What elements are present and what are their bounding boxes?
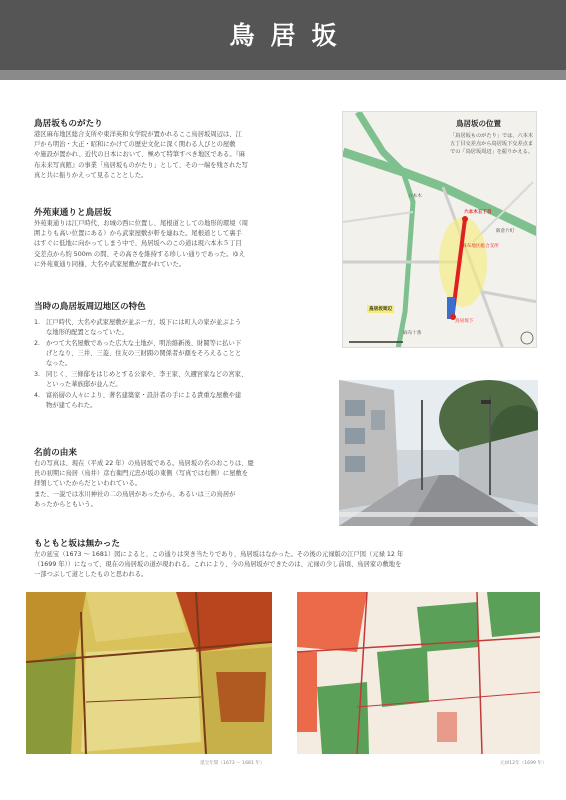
text-line: 長の初期に鳥居（鳥井）彦右衛門元忠が坂の東側（写真では右側）に屋敷を (34, 470, 249, 478)
list-item (34, 370, 320, 390)
text-line: なった。 (46, 360, 72, 368)
text-line: また、一説では氷川神社の二の鳥居があったから、あるいは三の鳥居が (34, 490, 236, 498)
map-label-azabu: 麻布地区総合支所 (462, 244, 499, 249)
street-photo-drawing (339, 380, 538, 526)
section-body-gaien (34, 219, 324, 270)
text-line: （1699 年））になって、現在の鳥居坂の道が現われる。これにより、今の鳥居坂ができたのは、元禄の少し前頃、鳥居家の敷地を (34, 561, 402, 569)
text-line: に外苑東通り同様、大名や武家屋敷が置かれていた。 (34, 260, 186, 268)
text-line: 拝領していたからだといわれている。 (34, 480, 142, 488)
section-heading-gaien: 外苑東通りと鳥居坂 (34, 208, 112, 218)
list-item (34, 391, 320, 411)
map-label-torii-area: 鳥居坂周辺 (369, 307, 392, 312)
list-number: 2. (34, 339, 41, 347)
text-line: な地形的配置となっていた。 (46, 329, 128, 337)
list-item (34, 339, 320, 370)
text-line: 交差点から約 500m の間、その高さを維持する珍しい通りであった。ゆえ (34, 250, 245, 258)
genroku-map-drawing (297, 592, 540, 754)
caption-genroku-map: 元禄12年（1699 年） (500, 761, 547, 766)
map-description: 「鳥居坂ものがたり」では、六本木五丁目交差点から鳥居坂下交差点までの「鳥居坂周辺」を振りかえる。 (450, 133, 534, 155)
section-heading-features: 当時の鳥居坂周辺地区の特色 (34, 302, 146, 312)
text-line: あったからともいう。 (34, 500, 97, 508)
map-label-juban: 麻布十番 (403, 331, 422, 336)
text-line: はすぐに低地に向かってしまう中で、鳥居坂へのこの道は現六本木５丁目 (34, 240, 242, 248)
text-line: 真と共に振りかえって見ることとした。 (34, 171, 148, 179)
text-line: といった華族邸が並んだ。 (46, 381, 122, 389)
banner-band (0, 70, 566, 80)
list-number: 4. (34, 391, 41, 399)
map-title: 鳥居坂の位置 (456, 119, 501, 128)
section-body-origin (34, 459, 326, 510)
features-list (34, 318, 320, 412)
section-heading-no-slope: もともと坂は無かった (34, 539, 120, 549)
enpo-era-map (26, 592, 272, 754)
map-label-roppongi5: 六本木五丁目 (464, 210, 492, 215)
map-label-roppongi: 六本木 (408, 194, 422, 199)
text-line: 右の写真は、現在（平成 22 年）の鳥居坂である。鳥居坂の名のおこりは、慶 (34, 460, 254, 467)
text-line: かつて大名屋敷であった広大な土地が、明治維新後、財閥等に払い下 (46, 339, 242, 347)
text-line: 物が建てられた。 (46, 402, 97, 410)
street-photo (339, 380, 538, 526)
caption-enpo-map: 延宝年間（1673 〜 1681 年） (200, 761, 265, 766)
map-label-toriizakashita: 鳥居坂下 (455, 319, 474, 324)
map-label-iikura: 飯倉片町 (496, 229, 515, 234)
genroku-era-map (297, 592, 540, 754)
section-heading-origin: 名前の由来 (34, 448, 77, 458)
list-number: 1. (34, 319, 41, 326)
text-line: げとなり、三井、三菱、住友の三財閥の関係者が顔をそろえることと (46, 350, 242, 358)
text-line: 布未来写真館』の事業「鳥居坂ものがたり」として、その一端を残された写 (34, 161, 248, 169)
text-line: 同じく、三條邸をはじめとする公家や、李王家、久邇宮家などの宮家、 (46, 371, 248, 379)
text-line: 富裕層の人々により、著名建築家・設計者の手による貴重な屋敷や建 (46, 391, 242, 399)
text-line: 港区麻布地区総合支所や東洋英和女学院が置かれるここ鳥居坂周辺は、江 (34, 131, 242, 138)
section-heading-story: 鳥居坂ものがたり (34, 119, 103, 129)
section-body-no-slope (34, 550, 544, 581)
list-number: 3. (34, 371, 41, 379)
text-line: や施設が置かれ、近代の日本において、極めて特筆すべき地区である。『麻 (34, 151, 246, 159)
page-title: 鳥居坂 (229, 21, 353, 50)
section-body-story (34, 130, 324, 181)
text-line: 外苑東通りは江戸時代、お城の西に位置し、尾根道としての地形的環境（周 (34, 220, 249, 227)
text-line: 江戸時代、大名や武家屋敷が並ぶ一方、坂下には町人の家が並ぶよう (46, 319, 242, 326)
enpo-map-drawing (26, 592, 272, 754)
text-line: 左の延宝（1673 〜 1681）図によると、この通りは突き当たりであり、鳥居坂はなかった。その後の元禄版の江戸図（元禄 12 年 (34, 551, 404, 558)
list-item (34, 318, 320, 338)
text-line: 一部つぶして道としたものと思われる。 (34, 571, 148, 579)
text-line: 戸から明治・大正・昭和にかけての歴史文化に深く関わる人びとの屋敷 (34, 141, 236, 149)
text-line: 囲よりも高い位置にある）から武家屋敷が軒を連ねた。尾根道として裏手 (34, 230, 242, 238)
